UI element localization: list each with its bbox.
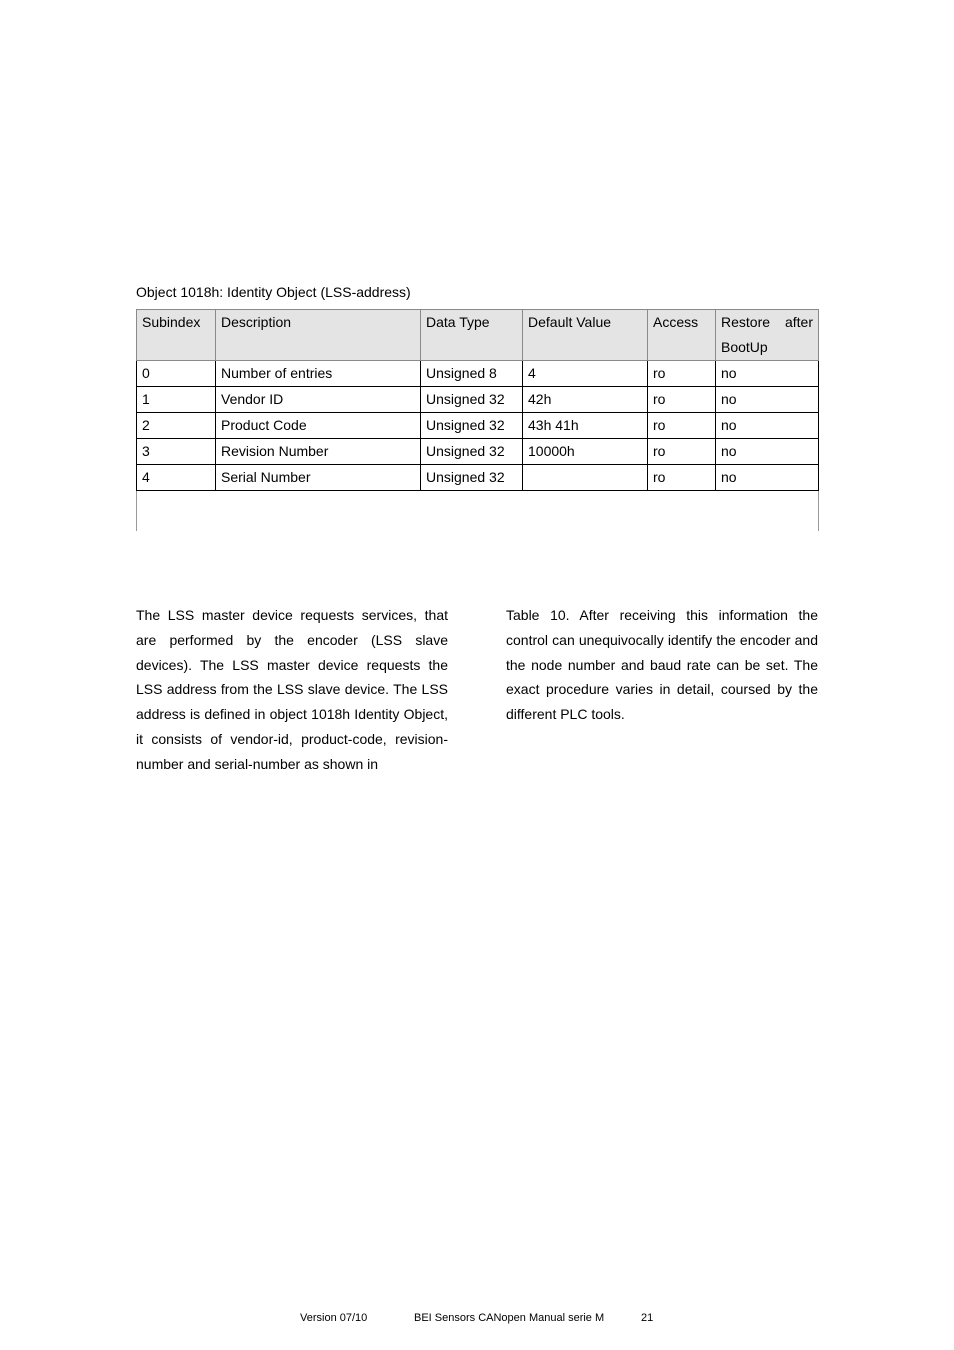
cell-subindex: 1	[137, 387, 216, 413]
cell-restore: no	[716, 413, 819, 439]
cell-access: ro	[648, 387, 716, 413]
cell-default-value: 4	[523, 361, 648, 387]
cell-description: Revision Number	[216, 439, 421, 465]
cell-access: ro	[648, 413, 716, 439]
table-header-row	[137, 310, 819, 361]
footer-version: Version 07/10	[300, 1312, 368, 1324]
identity-object-table	[136, 309, 819, 531]
cell-description: Product Code	[216, 413, 421, 439]
cell-access: ro	[648, 361, 716, 387]
cell-data-type: Unsigned 32	[421, 439, 523, 465]
table-row	[137, 361, 819, 387]
cell-data-type: Unsigned 32	[421, 465, 523, 491]
empty-cell	[137, 491, 819, 532]
footer-page-number: 21	[641, 1312, 654, 1324]
body-text-left-column: The LSS master device requests services, that are performed by the encoder (LSS slave devices). The LSS master device requests the LSS address from the LSS slave device. The LSS address is defined in object 1018h Identity Object, it consists of vendor-id, product-code, revision-number and serial-number as shown in	[136, 607, 448, 772]
header-description: Description	[216, 310, 421, 361]
table-row	[137, 387, 819, 413]
header-access: Access	[648, 310, 716, 361]
cell-restore: no	[716, 465, 819, 491]
cell-default-value: 43h 41h	[523, 413, 648, 439]
cell-description: Vendor ID	[216, 387, 421, 413]
header-data-type: Data Type	[421, 310, 523, 361]
cell-access: ro	[648, 439, 716, 465]
footer-manual-title: BEI Sensors CANopen Manual serie M	[414, 1312, 605, 1324]
cell-description: Number of entries	[216, 361, 421, 387]
header-default-value: Default Value	[523, 310, 648, 361]
cell-subindex: 2	[137, 413, 216, 439]
page-footer	[0, 1312, 954, 1328]
cell-subindex: 0	[137, 361, 216, 387]
header-restore-after-bootup: Restore after BootUp	[716, 310, 819, 361]
cell-default-value: 42h	[523, 387, 648, 413]
cell-data-type: Unsigned 32	[421, 387, 523, 413]
cell-default-value: 10000h	[523, 439, 648, 465]
table-empty-row	[137, 491, 819, 532]
cell-restore: no	[716, 361, 819, 387]
body-text-right-column: Table 10. After receiving this information the control can unequivocally identify the encoder and the node number and baud rate can be set. The exact procedure varies in detail, coursed by the different PLC tools.	[506, 607, 818, 723]
cell-data-type: Unsigned 32	[421, 413, 523, 439]
cell-restore: no	[716, 387, 819, 413]
cell-subindex: 4	[137, 465, 216, 491]
header-subindex: Subindex	[137, 310, 216, 361]
cell-default-value	[523, 465, 648, 491]
table-caption: Object 1018h: Identity Object (LSS-address)	[136, 284, 411, 300]
cell-data-type: Unsigned 8	[421, 361, 523, 387]
table-row	[137, 413, 819, 439]
cell-restore: no	[716, 439, 819, 465]
table-row	[137, 439, 819, 465]
cell-access: ro	[648, 465, 716, 491]
cell-description: Serial Number	[216, 465, 421, 491]
table-row	[137, 465, 819, 491]
cell-subindex: 3	[137, 439, 216, 465]
